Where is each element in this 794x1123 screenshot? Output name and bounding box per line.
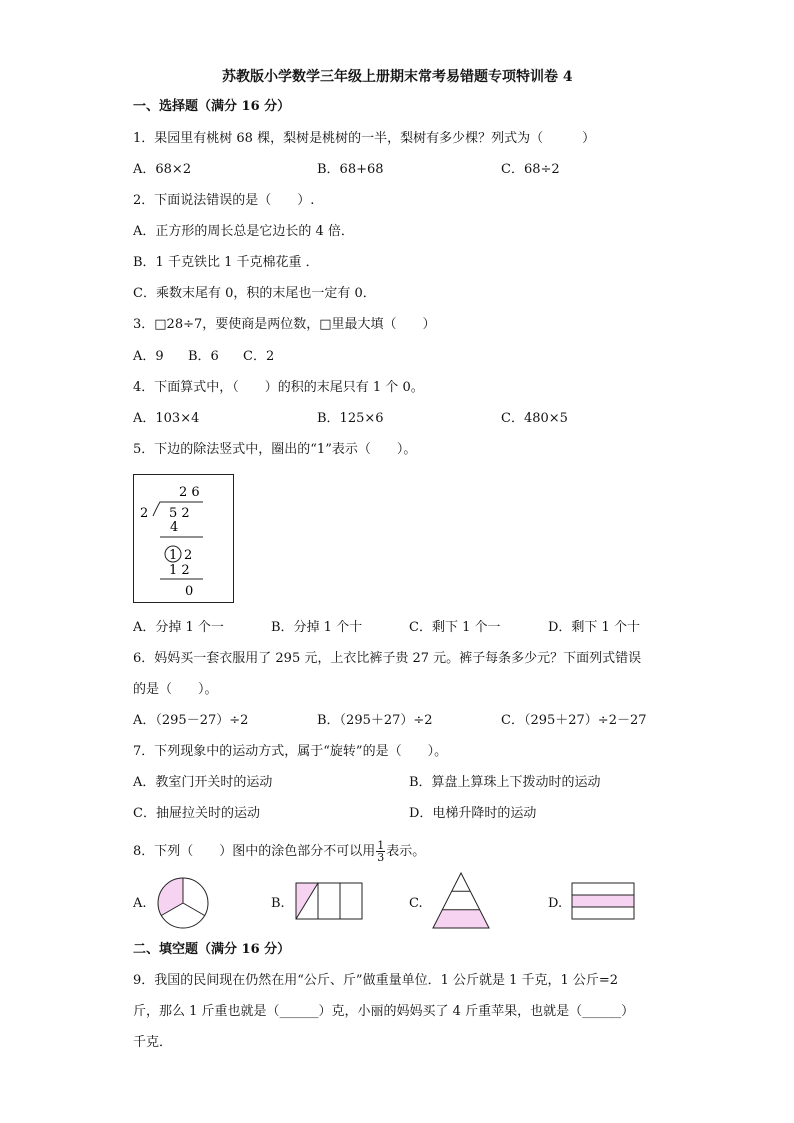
q5-option-d[interactable]: D．剩下 1 个十 bbox=[548, 620, 640, 635]
page-title: 苏教版小学数学三年级上册期末常考易错题专项特训卷 4 bbox=[222, 69, 573, 85]
division-dividend: 5 2 bbox=[169, 506, 190, 521]
q3-option-b[interactable]: B．6 bbox=[188, 349, 219, 364]
section-1-heading: 一、选择题（满分 16 分） bbox=[133, 99, 291, 114]
q8-stem-post: 表示。 bbox=[386, 844, 426, 859]
q7-option-a[interactable]: A．教室门开关时的运动 bbox=[133, 775, 273, 790]
q8-stem-pre: 8．下列（ ）图中的涂色部分不可以用 bbox=[133, 844, 376, 859]
q2-option-c[interactable]: C．乘数末尾有 0，积的末尾也一定有 0． bbox=[133, 286, 376, 301]
q6-option-a[interactable]: A．（295－27）÷2 bbox=[133, 713, 249, 728]
q4-option-b[interactable]: B．125×6 bbox=[317, 411, 384, 426]
q6-stem-line-2: 的是（ ）。 bbox=[133, 682, 218, 697]
q7-option-d[interactable]: D．电梯升降时的运动 bbox=[409, 806, 537, 821]
q3-stem: 3．□28÷7，要使商是两位数，□里最大填（ ） bbox=[133, 317, 436, 332]
q5-option-b[interactable]: B．分掉 1 个十 bbox=[271, 620, 363, 635]
division-remainder-digit: 2 bbox=[184, 548, 193, 563]
q7-option-c[interactable]: C．抽屉拉关时的运动 bbox=[133, 806, 260, 821]
q8-figure-a-circle[interactable] bbox=[156, 877, 212, 931]
q8-option-c[interactable]: C. bbox=[409, 896, 423, 911]
q1-option-a[interactable]: A．68×2 bbox=[133, 162, 192, 177]
q5-option-c[interactable]: C．剩下 1 个一 bbox=[409, 620, 501, 635]
q8-figure-c-triangle[interactable] bbox=[431, 872, 491, 930]
q6-stem-line-1: 6．妈妈买一套衣服用了 295 元，上衣比裤子贵 27 元。裤子每条多少元？下面列式错误 bbox=[133, 651, 642, 666]
q3-option-a[interactable]: A．9 bbox=[133, 349, 164, 364]
one-third-fraction bbox=[376, 840, 385, 863]
division-quotient: 2 6 bbox=[179, 485, 200, 500]
long-division-figure bbox=[133, 474, 234, 604]
q4-option-c[interactable]: C．480×5 bbox=[501, 411, 568, 426]
q1-option-b[interactable]: B．68+68 bbox=[317, 162, 384, 177]
q5-option-a[interactable]: A．分掉 1 个一 bbox=[133, 620, 224, 635]
q9-line-2: 斤，那么 1 斤重也就是（______）克，小丽的妈妈买了 4 斤重苹果，也就是（______） bbox=[133, 1004, 635, 1019]
q2-option-a[interactable]: A．正方形的周长总是它边长的 4 倍． bbox=[133, 224, 354, 239]
q1-option-c[interactable]: C．68÷2 bbox=[501, 162, 560, 177]
stripes-shaded-band bbox=[572, 895, 634, 907]
q8-stem bbox=[133, 839, 425, 865]
q8-figure-d-stripes[interactable] bbox=[571, 882, 635, 922]
q7-stem: 7．下列现象中的运动方式，属于“旋转”的是（ ）。 bbox=[133, 744, 448, 759]
q4-option-a[interactable]: A．103×4 bbox=[133, 411, 200, 426]
q9-line-1: 9．我国的民间现在仍然在用“公斤、斤”做重量单位．1 公斤就是 1 千克，1 公斤=2 bbox=[133, 973, 619, 988]
division-circled-digit: 1 bbox=[169, 548, 178, 563]
q1-stem: 1．果园里有桃树 68 棵，梨树是桃树的一半，梨树有多少棵？列式为（ ） bbox=[133, 131, 596, 146]
q7-option-b[interactable]: B．算盘上算珠上下拨动时的运动 bbox=[409, 775, 601, 790]
q5-stem: 5．下边的除法竖式中，圈出的“1”表示（ ）。 bbox=[133, 442, 417, 457]
q3-option-c[interactable]: C．2 bbox=[243, 349, 275, 364]
fraction-denominator: 3 bbox=[377, 851, 385, 864]
q6-option-b[interactable]: B．（295＋27）÷2 bbox=[317, 713, 433, 728]
section-2-heading: 二、填空题（满分 16 分） bbox=[133, 942, 291, 957]
q8-option-b[interactable]: B. bbox=[271, 896, 285, 911]
q9-line-3: 千克． bbox=[133, 1035, 173, 1050]
q6-option-c[interactable]: C．（295＋27）÷2－27 bbox=[501, 713, 647, 728]
fraction-numerator: 1 bbox=[377, 839, 385, 852]
q4-stem: 4．下面算式中，（ ）的积的末尾只有 1 个 0。 bbox=[133, 380, 424, 395]
q2-stem: 2．下面说法错误的是（ ）. bbox=[133, 193, 315, 208]
q2-option-b[interactable]: B．1 千克铁比 1 千克棉花重 ． bbox=[133, 255, 319, 270]
division-subtract-2: 1 2 bbox=[169, 563, 190, 578]
q8-option-a[interactable]: A. bbox=[133, 896, 147, 911]
division-subtract-1: 4 bbox=[170, 520, 179, 535]
q8-figure-b-rectangle[interactable] bbox=[295, 882, 365, 920]
division-result-zero: 0 bbox=[185, 584, 194, 599]
division-divisor: 2 bbox=[140, 506, 149, 521]
q8-option-d[interactable]: D. bbox=[548, 896, 563, 911]
